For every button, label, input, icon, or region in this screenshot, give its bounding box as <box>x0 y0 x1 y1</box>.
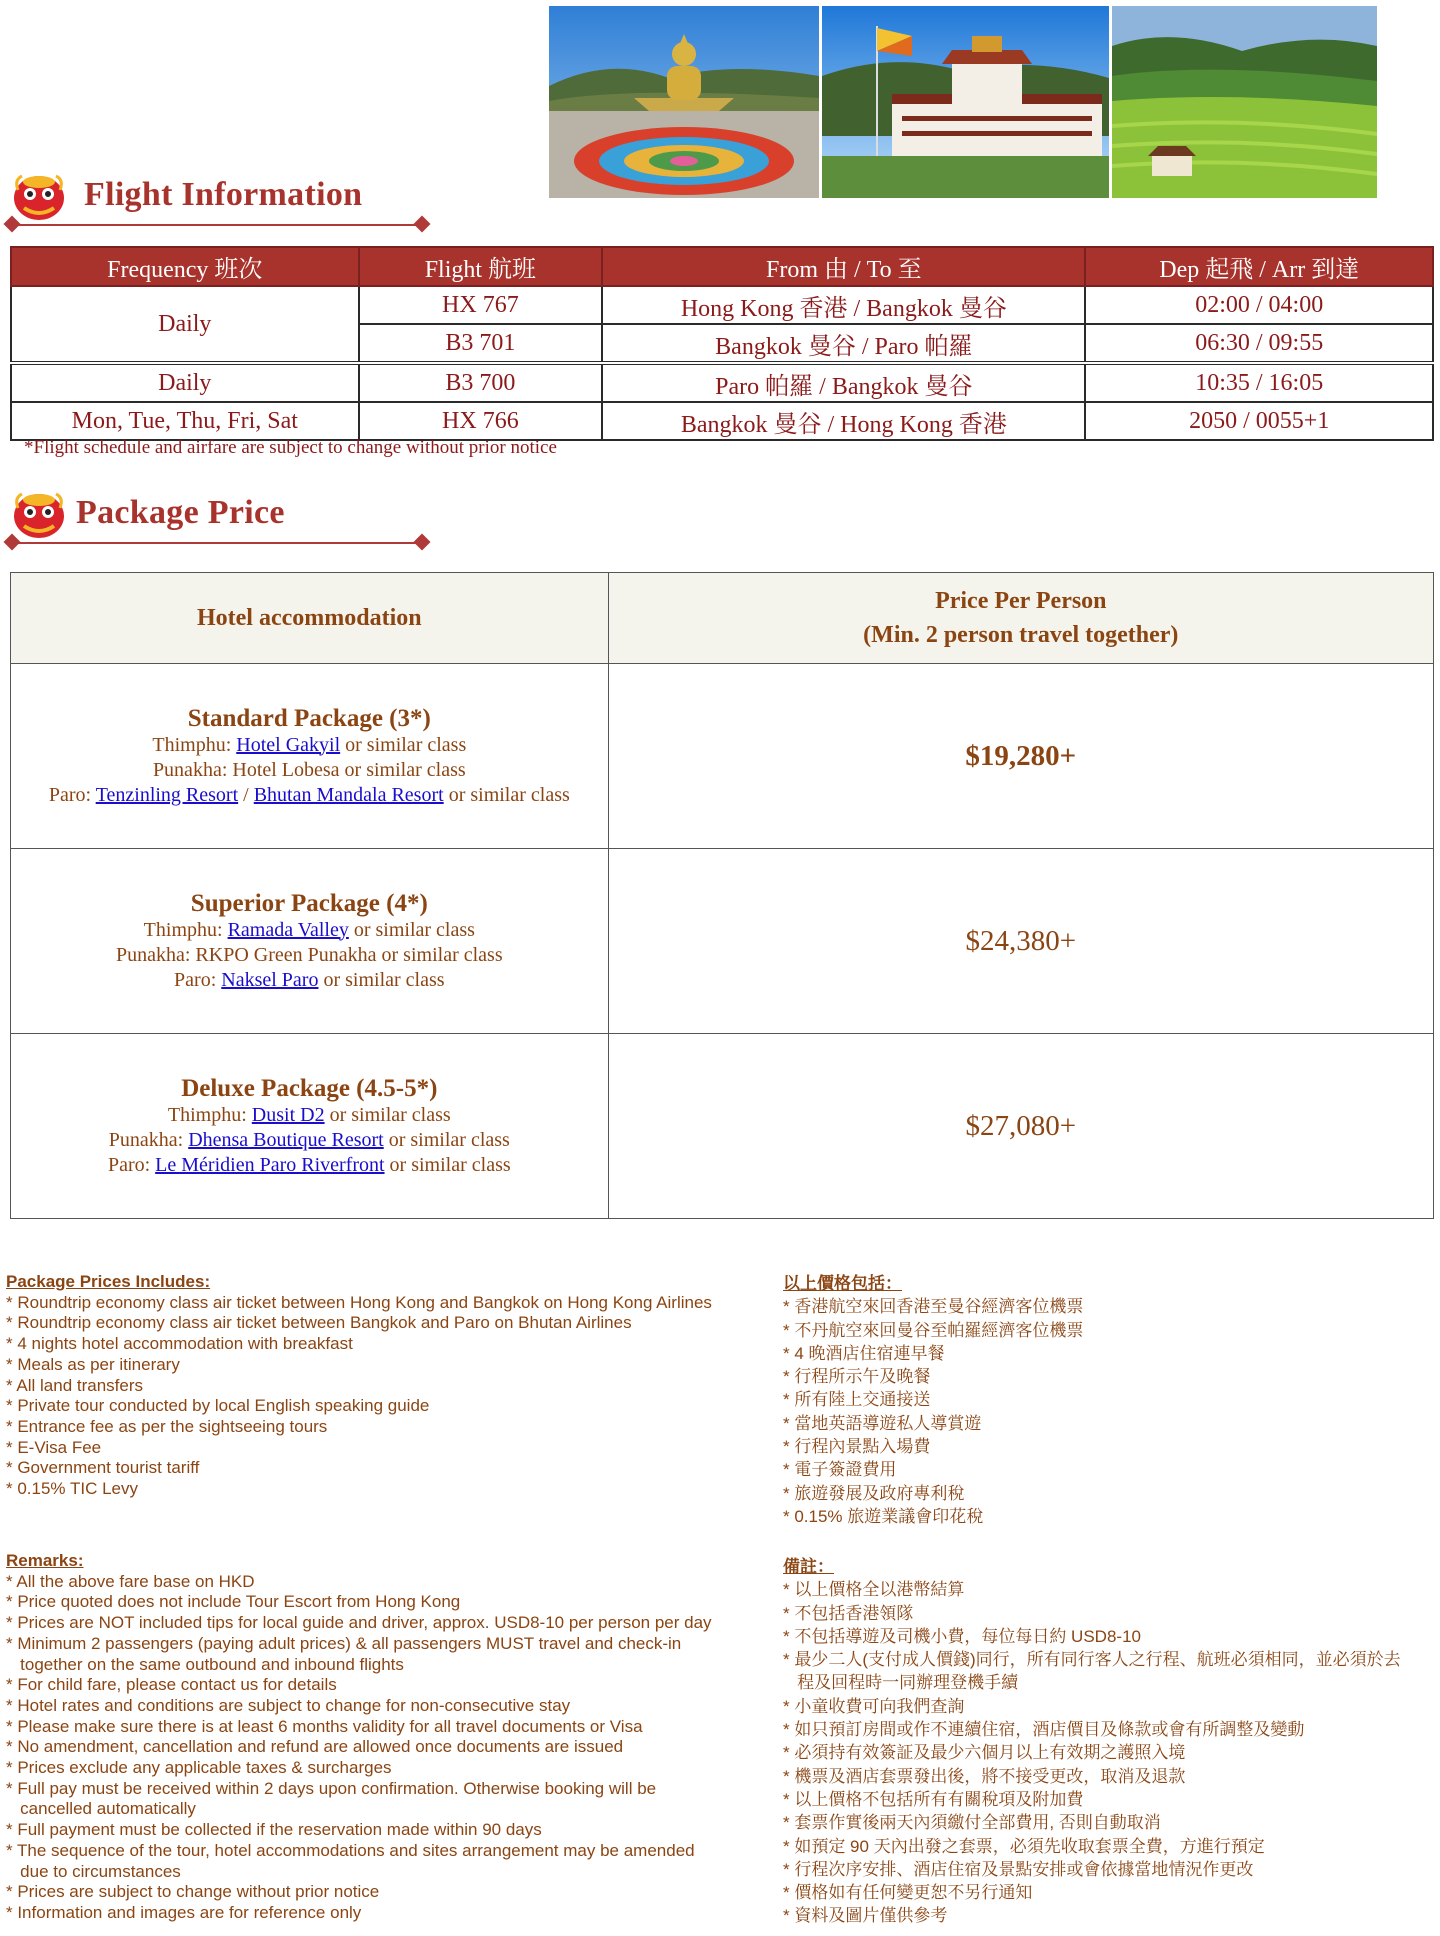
paro-hotel-line <box>11 968 608 993</box>
col-header-route: From 由 / To 至 <box>602 247 1085 286</box>
includes-en-heading: Package Prices Includes: <box>6 1272 211 1291</box>
list-item: * Prices are subject to change without prior notice <box>6 1882 380 1902</box>
list-item: * The sequence of the tour, hotel accommodations and sites arrangement may be amended <box>6 1840 695 1860</box>
list-item: * All land transfers <box>6 1375 144 1395</box>
flight-info-header <box>12 172 432 232</box>
class-suffix: or similar class <box>384 1153 511 1176</box>
hotel-link[interactable]: Dusit D2 <box>251 1103 325 1126</box>
price-per-person-header <box>608 573 1433 664</box>
class-suffix: or similar class <box>348 918 475 941</box>
list-item: * Meals as per itinerary <box>6 1354 180 1374</box>
flight-table-header <box>11 247 1433 286</box>
includes-en-list <box>6 1293 766 1500</box>
package-cell <box>11 1034 609 1219</box>
remarks-en-list <box>6 1572 766 1924</box>
table-row <box>11 664 1434 849</box>
class-suffix: or similar class <box>318 968 445 991</box>
remarks-zh-heading: 備註： <box>783 1557 834 1576</box>
price-cell <box>608 664 1433 849</box>
list-item: * Price quoted does not include Tour Escort from Hong Kong <box>6 1592 461 1612</box>
list-item: * 所有陸上交通接送 <box>783 1390 931 1410</box>
paro-hotel-line <box>11 1153 608 1178</box>
buddha-dordenma-photo <box>549 6 819 198</box>
package-price: $24,380+ <box>965 924 1077 957</box>
list-item: * Private tour conducted by local English speaking guide <box>6 1396 430 1416</box>
col-header-frequency: Frequency 班次 <box>11 247 359 286</box>
flight-cell: HX 767 <box>359 286 603 324</box>
class-suffix: or similar class <box>443 783 570 806</box>
remarks-zh-list <box>783 1578 1433 1927</box>
list-item: * For child fare, please contact us for details <box>6 1675 337 1695</box>
frequency-cell: Daily <box>11 363 359 402</box>
package-name: Deluxe Package (4.5-5*) <box>181 1074 438 1102</box>
section-divider <box>12 224 422 226</box>
punakha-hotel-line <box>11 1128 608 1153</box>
price-header-line2: (Min. 2 person travel together) <box>863 622 1179 648</box>
package-price-table <box>10 572 1434 1219</box>
price-cell <box>608 1034 1433 1219</box>
route-cell: Paro 帕羅 / Bangkok 曼谷 <box>602 363 1085 402</box>
list-item: * 4 晚酒店住宿連早餐 <box>783 1343 945 1363</box>
list-item: * 當地英語導遊私人導賞遊 <box>783 1413 982 1433</box>
package-price: $27,080+ <box>965 1109 1077 1142</box>
list-item: * Entrance fee as per the sightseeing tours <box>6 1416 328 1436</box>
package-price-title: Package Price <box>76 494 285 531</box>
list-item: * Minimum 2 passengers (paying adult prices) & all passengers MUST travel and check-in <box>6 1633 682 1653</box>
list-item: * 以上價格不包括所有有關稅項及附加費 <box>783 1789 1084 1809</box>
remarks-zh-section <box>783 1555 1433 1928</box>
thimphu-hotel-line <box>11 1103 608 1128</box>
list-item: 程及回程時一同辦理登機手續 <box>783 1673 1019 1693</box>
section-divider <box>12 542 422 544</box>
hotel-link[interactable]: Naksel Paro <box>221 968 319 991</box>
col-header-flight: Flight 航班 <box>359 247 603 286</box>
package-name: Standard Package (3*) <box>187 704 431 732</box>
hotel-link[interactable]: Bhutan Mandala Resort <box>253 783 444 806</box>
list-item: * 行程所示午及晚餐 <box>783 1367 931 1387</box>
flight-cell: HX 766 <box>359 402 603 440</box>
table-row <box>11 402 1433 440</box>
list-item: * Please make sure there is at least 6 months validity for all travel documents or Visa <box>6 1716 643 1736</box>
list-item: * 如只預訂房間或作不連續住宿，酒店價目及條款或會有所調整及變動 <box>783 1720 1305 1740</box>
list-item: * Prices are NOT included tips for local guide and driver, approx. USD8-10 per person per day <box>6 1613 712 1633</box>
package-cell <box>11 849 609 1034</box>
list-item: * 電子簽證費用 <box>783 1460 897 1480</box>
list-item: * Information and images are for reference only <box>6 1902 362 1922</box>
punakha-hotel-line: Punakha: RKPO Green Punakha or similar class <box>116 943 503 966</box>
hotel-link[interactable]: Tenzinling Resort <box>95 783 239 806</box>
package-cell <box>11 664 609 849</box>
list-item: * Full payment must be collected if the reservation made within 90 days <box>6 1820 542 1840</box>
route-cell: Bangkok 曼谷 / Hong Kong 香港 <box>602 402 1085 440</box>
thimphu-hotel-line <box>11 918 608 943</box>
city-label: Punakha: <box>108 1128 189 1151</box>
list-item: * Government tourist tariff <box>6 1458 200 1478</box>
link-separator: / <box>238 783 254 806</box>
list-item: * 資料及圖片僅供參考 <box>783 1906 948 1926</box>
hotel-link[interactable]: Le Méridien Paro Riverfront <box>155 1153 385 1176</box>
list-item: * 香港航空來回香港至曼谷經濟客位機票 <box>783 1297 1084 1317</box>
list-item: * All the above fare base on HKD <box>6 1571 255 1591</box>
route-cell: Hong Kong 香港 / Bangkok 曼谷 <box>602 286 1085 324</box>
remarks-en-heading: Remarks: <box>6 1551 84 1570</box>
city-label: Paro: <box>174 968 222 991</box>
hotel-link[interactable]: Hotel Gakyil <box>236 733 341 756</box>
list-item: * 最少二人(支付成人價錢)同行，所有同行客人之行程、航班必須相同，並必須於去 <box>783 1650 1401 1670</box>
list-item: due to circumstances <box>6 1861 181 1881</box>
remarks-en-section <box>6 1551 766 1924</box>
package-price-header <box>12 490 432 550</box>
list-item: * Prices exclude any applicable taxes & surcharges <box>6 1758 392 1778</box>
frequency-cell: Daily <box>11 286 359 363</box>
list-item: * 價格如有任何變更恕不另行通知 <box>783 1883 1033 1903</box>
includes-zh-section <box>783 1272 1433 1528</box>
table-row <box>11 1034 1434 1219</box>
hotel-accommodation-header: Hotel accommodation <box>11 573 609 664</box>
lion-dance-mascot-icon <box>12 172 66 222</box>
thimphu-hotel-line <box>11 733 608 758</box>
flight-info-title: Flight Information <box>84 176 363 213</box>
list-item: * 不包括香港領隊 <box>783 1603 914 1623</box>
lion-dance-mascot-icon <box>12 490 66 540</box>
time-cell: 06:30 / 09:55 <box>1085 324 1433 363</box>
list-item: * 如預定 90 天內出發之套票，必須先收取套票全費，方進行預定 <box>783 1836 1265 1856</box>
route-cell: Bangkok 曼谷 / Paro 帕羅 <box>602 324 1085 363</box>
class-suffix: or similar class <box>340 733 467 756</box>
flight-table <box>10 246 1434 441</box>
punakha-hotel-line: Punakha: Hotel Lobesa or similar class <box>152 758 466 781</box>
includes-zh-heading: 以上價格包括： <box>783 1274 902 1293</box>
list-item: * Hotel rates and conditions are subject to change for non-consecutive stay <box>6 1695 571 1715</box>
table-row <box>11 849 1434 1034</box>
hotel-link[interactable]: Dhensa Boutique Resort <box>188 1128 384 1151</box>
dzong-fortress-photo <box>822 6 1109 198</box>
package-price: $19,280+ <box>965 739 1077 772</box>
package-name: Superior Package (4*) <box>190 889 428 917</box>
table-row <box>11 363 1433 402</box>
city-label: Thimphu: <box>167 1103 252 1126</box>
list-item: * 不丹航空來回曼谷至帕羅經濟客位機票 <box>783 1320 1084 1340</box>
list-item: * 套票作實後兩天內須繳付全部費用, 否則自動取消 <box>783 1813 1161 1833</box>
hotel-link[interactable]: Ramada Valley <box>227 918 349 941</box>
list-item: * E-Visa Fee <box>6 1437 102 1457</box>
col-header-time: Dep 起飛 / Arr 到達 <box>1085 247 1433 286</box>
price-table-header <box>11 573 1434 664</box>
list-item: * 以上價格全以港幣結算 <box>783 1580 965 1600</box>
list-item: * 不包括導遊及司機小費，每位每日約 USD8-10 <box>783 1626 1141 1646</box>
time-cell: 2050 / 0055+1 <box>1085 402 1433 440</box>
flight-cell: B3 701 <box>359 324 603 363</box>
price-cell <box>608 849 1433 1034</box>
paddy-valley-photo <box>1112 6 1377 198</box>
list-item: * 0.15% 旅遊業議會印花稅 <box>783 1506 984 1526</box>
city-label: Paro: <box>48 783 96 806</box>
list-item: * 機票及酒店套票發出後，將不接受更改，取消及退款 <box>783 1766 1186 1786</box>
divider-diamond-right <box>414 534 431 551</box>
list-item: cancelled automatically <box>6 1799 196 1819</box>
paro-hotel-line <box>11 783 608 808</box>
flight-cell: B3 700 <box>359 363 603 402</box>
includes-zh-list <box>783 1295 1433 1528</box>
list-item: * Full pay must be received within 2 days upon confirmation. Otherwise booking will be <box>6 1778 657 1798</box>
list-item: * 4 nights hotel accommodation with breakfast <box>6 1334 353 1354</box>
divider-diamond-right <box>414 216 431 233</box>
list-item: * 必須持有效簽証及最少六個月以上有效期之護照入境 <box>783 1743 1186 1763</box>
flight-schedule-note: *Flight schedule and airfare are subject to change without prior notice <box>24 437 557 458</box>
list-item: * 旅遊發展及政府專利稅 <box>783 1483 965 1503</box>
price-header-line1: Price Per Person <box>935 588 1107 614</box>
time-cell: 02:00 / 04:00 <box>1085 286 1433 324</box>
list-item: * 0.15% TIC Levy <box>6 1479 138 1499</box>
city-label: Thimphu: <box>152 733 237 756</box>
time-cell: 10:35 / 16:05 <box>1085 363 1433 402</box>
class-suffix: or similar class <box>324 1103 451 1126</box>
frequency-cell: Mon, Tue, Thu, Fri, Sat <box>11 402 359 440</box>
list-item: * Roundtrip economy class air ticket between Hong Kong and Bangkok on Hong Kong Airlines <box>6 1292 712 1312</box>
list-item: * 行程次序安排、酒店住宿及景點安排或會依據當地情況作更改 <box>783 1859 1254 1879</box>
list-item: * Roundtrip economy class air ticket between Bangkok and Paro on Bhutan Airlines <box>6 1313 632 1333</box>
class-suffix: or similar class <box>383 1128 510 1151</box>
list-item: * 行程內景點入場費 <box>783 1437 931 1457</box>
list-item: together on the same outbound and inbound flights <box>6 1654 404 1674</box>
includes-en-section <box>6 1272 766 1500</box>
list-item: * No amendment, cancellation and refund are allowed once documents are issued <box>6 1737 624 1757</box>
city-label: Paro: <box>107 1153 156 1176</box>
table-row <box>11 286 1433 324</box>
city-label: Thimphu: <box>143 918 228 941</box>
list-item: * 小童收費可向我們查詢 <box>783 1696 965 1716</box>
